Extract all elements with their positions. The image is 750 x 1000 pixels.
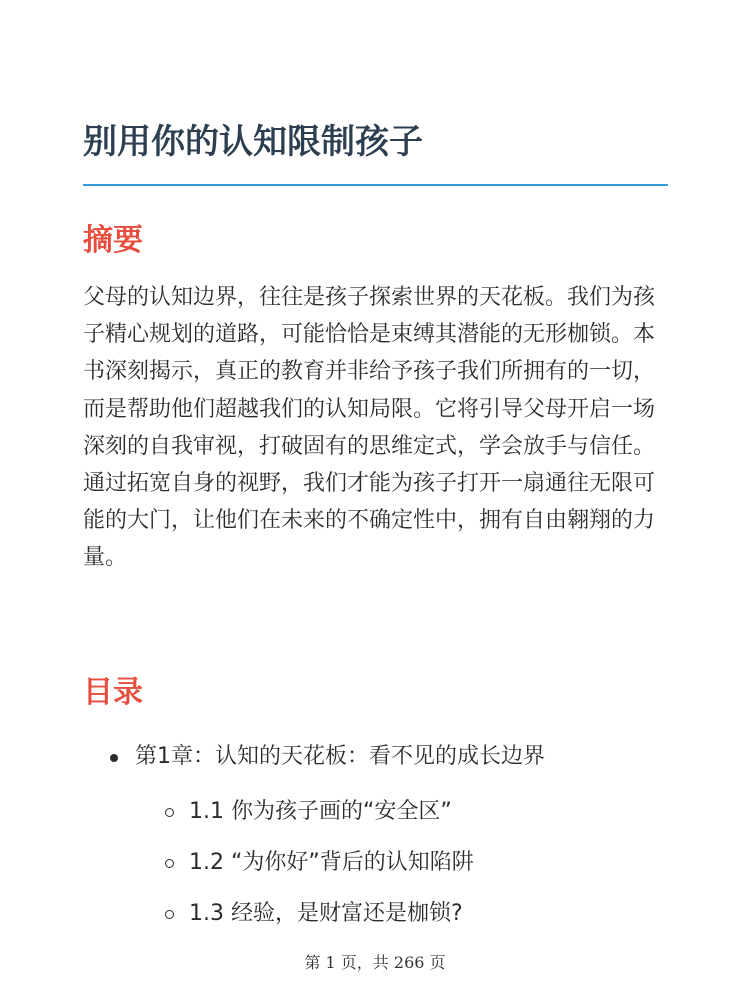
toc-sublist bbox=[83, 793, 668, 946]
toc-section-item[interactable] bbox=[83, 895, 668, 933]
toc-chapter-label: 第1章：认知的天花板：看不见的成长边界 bbox=[135, 744, 545, 769]
bullet-disc-icon bbox=[110, 754, 118, 762]
abstract-heading: 摘要 bbox=[83, 223, 143, 258]
abstract-body: 父母的认知边界，往往是孩子探索世界的天花板。我们为孩子精心规划的道路，可能恰恰是束缚其潜能的无形枷锁。本书深刻揭示，真正的教育并非给予孩子我们所拥有的一切，而是帮助他们超越我们的认知局限。它将引导父母开启一场深刻的自我审视，打破固有的思维定式，学会放手与信任。通过拓宽自身的视野，我们才能为孩子打开一扇通往无限可能的大门，让他们在未来的不确定性中，拥有自由翱翔的力量。 bbox=[83, 285, 656, 571]
toc-section-label: 1.2 “为你好”背后的认知陷阱 bbox=[189, 850, 474, 875]
toc-list bbox=[83, 738, 668, 926]
toc-chapter-item[interactable] bbox=[83, 738, 668, 926]
toc-section-item[interactable] bbox=[83, 844, 668, 882]
toc-heading: 目录 bbox=[83, 675, 143, 710]
page-indicator: 第 1 页，共 266 页 bbox=[304, 953, 446, 972]
bullet-circle-icon bbox=[165, 910, 174, 919]
document-title: 别用你的认知限制孩子 bbox=[83, 122, 423, 162]
title-divider bbox=[83, 184, 668, 186]
toc-section-label: 1.3 经验，是财富还是枷锁? bbox=[189, 901, 463, 926]
bullet-circle-icon bbox=[165, 808, 174, 817]
toc-section-label: 1.1 你为孩子画的“安全区” bbox=[189, 799, 452, 824]
bullet-circle-icon bbox=[165, 859, 174, 868]
toc-section-item[interactable] bbox=[83, 793, 668, 831]
